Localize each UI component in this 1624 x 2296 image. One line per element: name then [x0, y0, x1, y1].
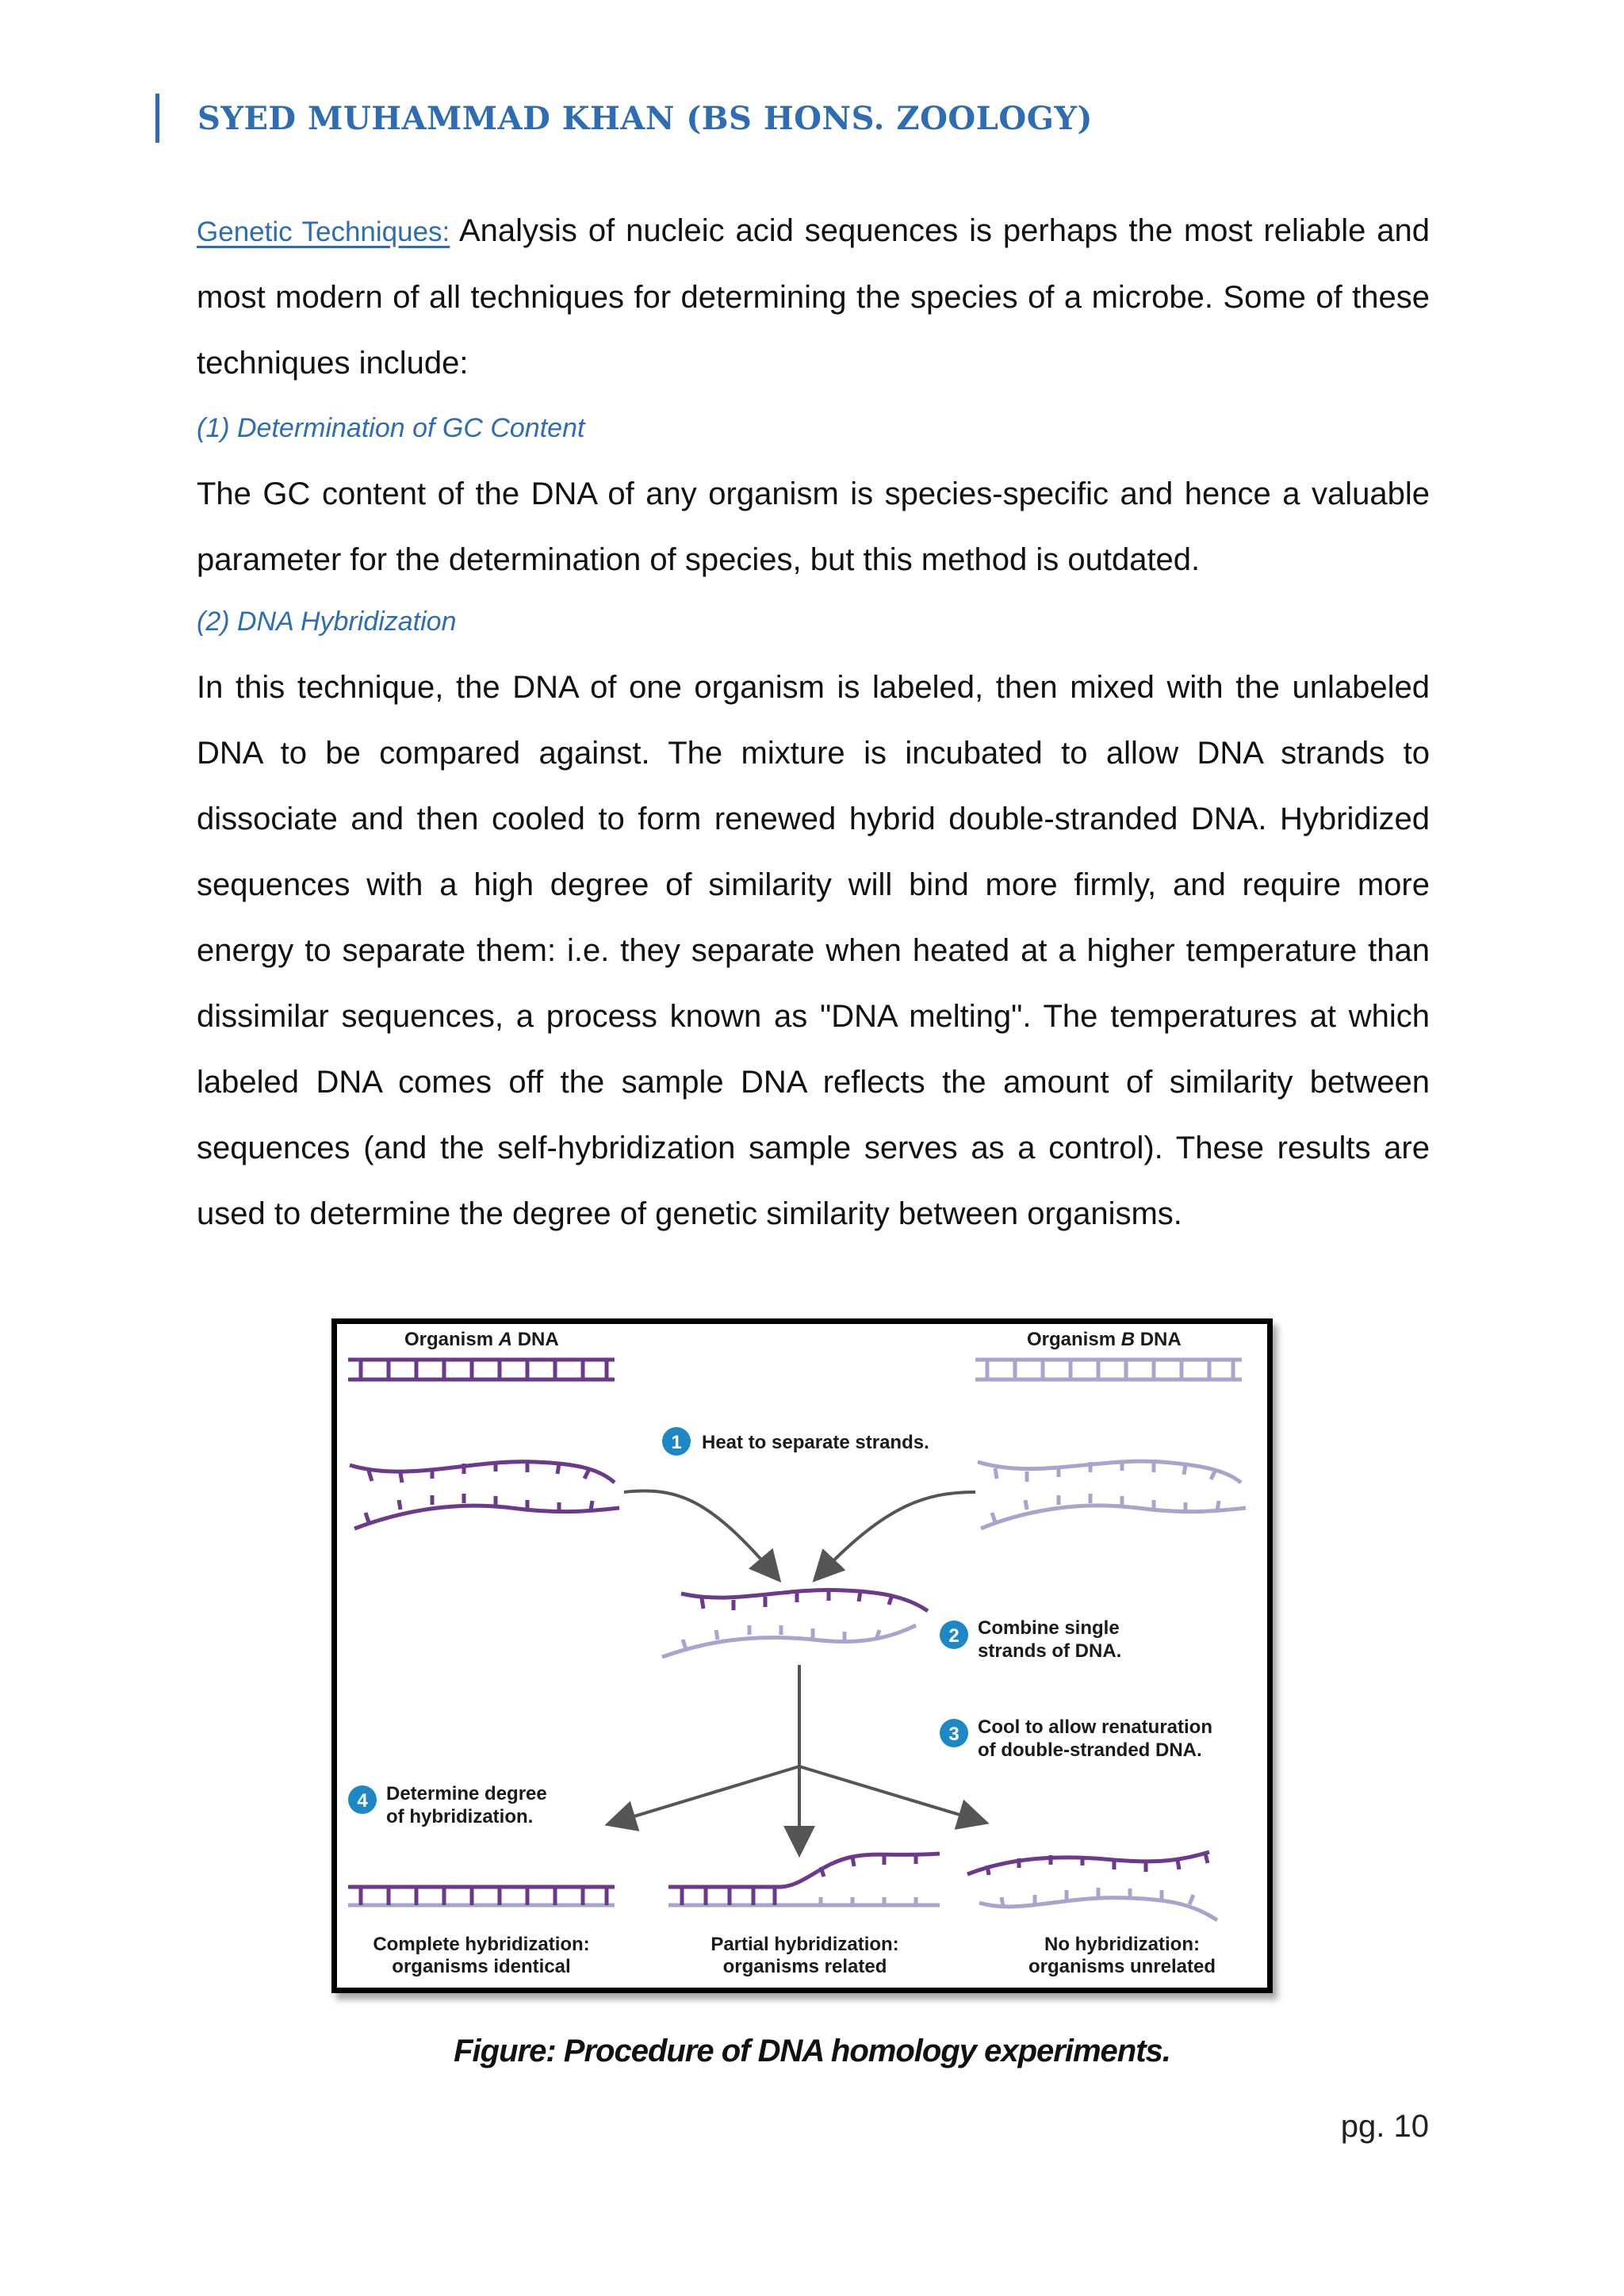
figure-caption: Figure: Procedure of DNA homology experiments. — [454, 2034, 1170, 2068]
step-2 — [940, 1617, 1121, 1662]
intro-label: Genetic Techniques: — [197, 216, 450, 247]
organism-a-double-strand — [348, 1360, 615, 1380]
outcome-complete-subtitle: organisms identical — [392, 1956, 571, 1977]
outcome-partial-subtitle: organisms related — [722, 1956, 887, 1977]
step-3 — [940, 1716, 1212, 1761]
section-heading-gc-content: (1) Determination of GC Content — [197, 413, 585, 443]
step-3-text-line2: of double-stranded DNA. — [978, 1739, 1202, 1761]
outcome-complete-title: Complete hybridization: — [373, 1934, 590, 1955]
dna-homology-figure — [331, 1318, 1273, 1993]
organism-b-label: Organism B DNA — [1027, 1329, 1182, 1350]
step-1-number: 1 — [671, 1432, 682, 1453]
step-3-text-line1: Cool to allow renaturation — [978, 1716, 1213, 1738]
main-content — [197, 198, 1430, 1247]
section-text-dna-hybridization: In this technique, the DNA of one organism is labeled, then mixed with the unlabeled DNA to be compared against. The mixture is incubated to allow DNA strands to dissociate and then cooled to form renewed hybrid double-stranded DNA. Hybridized sequences with a high degree of similarity will bind more firmly, and require more energy to separate them: i.e. they separate when heated at a higher temperature than dissimilar sequences, a process known as "DNA melting". The temperatures at which labeled DNA comes off the sample DNA reflects the amount of similarity between sequences (and the self-hybridization sample serves as a control). These results are used to determine the degree of genetic similarity between organisms. — [197, 670, 1430, 1231]
organism-b-double-strand — [975, 1360, 1242, 1380]
outcome-none-subtitle: organisms unrelated — [1028, 1956, 1216, 1977]
step-1 — [662, 1427, 929, 1456]
intro-paragraph — [197, 198, 1430, 396]
step-2-number: 2 — [948, 1625, 959, 1647]
page-header — [155, 94, 1093, 143]
step-3-number: 3 — [948, 1724, 959, 1745]
organism-b-single-strands — [978, 1460, 1246, 1529]
combine-arrows — [624, 1491, 975, 1578]
organism-a-label: Organism A DNA — [404, 1329, 559, 1350]
outcome-partial-title: Partial hybridization: — [710, 1934, 899, 1955]
step-2-text-line2: strands of DNA. — [978, 1640, 1122, 1662]
no-hybridization-strands — [967, 1852, 1217, 1920]
step-1-text: Heat to separate strands. — [702, 1432, 929, 1453]
section-text-gc-content: The GC content of the DNA of any organism is species-specific and hence a valuable parameter for the determination of species, but this method is outdated. — [197, 476, 1430, 577]
step-4-text-line1: Determine degree — [386, 1783, 547, 1804]
step-2-text-line1: Combine single — [978, 1617, 1120, 1639]
outcome-arrows — [611, 1665, 983, 1851]
intro-text: Analysis of nucleic acid sequences is perhaps the most reliable and most modern of all techniques for determining the species of a microbe. Some of these techniques include: — [197, 213, 1431, 381]
step-4-text-line2: of hybridization. — [386, 1806, 534, 1827]
page-number: pg. 10 — [1340, 2109, 1429, 2144]
header-title: SYED MUHAMMAD KHAN (BS HONS. ZOOLOGY) — [197, 99, 1093, 137]
partial-hybridization-strands — [668, 1854, 940, 1905]
section-heading-dna-hybridization: (2) DNA Hybridization — [197, 607, 457, 637]
dna-homology-diagram — [337, 1324, 1267, 1988]
step-4 — [348, 1783, 547, 1827]
complete-hybridization-strands — [348, 1887, 615, 1905]
step-4-number: 4 — [357, 1790, 368, 1812]
organism-a-single-strands — [350, 1461, 619, 1529]
outcome-none-title: No hybridization: — [1044, 1934, 1200, 1955]
combined-strands — [662, 1590, 928, 1657]
